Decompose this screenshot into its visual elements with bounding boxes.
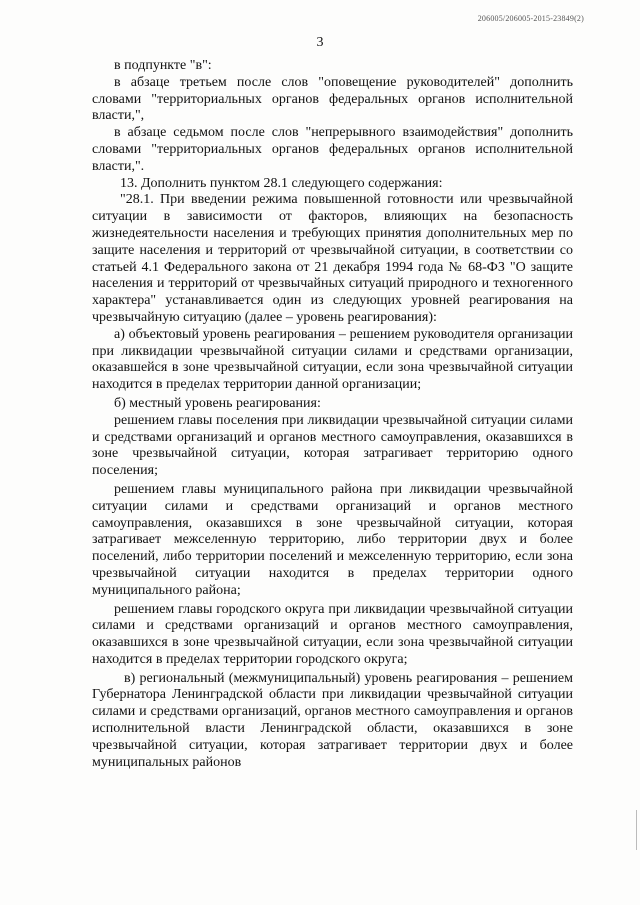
paragraph: решением главы поселения при ликвидации чрезвычайной ситуации силами и средствами организаций и органов местного самоуправления, оказавшихся в зоне чрезвычайной ситуации, которая затрагивает территорию одного поселения;	[92, 412, 573, 479]
document-body	[92, 58, 573, 771]
paragraph: "28.1. При введении режима повышенной готовности или чрезвычайной ситуации в зависимости от факторов, влияющих на безопасность жизнедеятельности населения и требующих принятия дополнительных мер по защите населения и территорий от чрезвычайной ситуации, в соответствии со статьей 4.1 Федерального закона от 21 декабря 1994 года № 68-ФЗ "О защите населения и территорий от чрезвычайных ситуаций природного и техногенного характера" устанавливается один из следующих уровней реагирования на чрезвычайную ситуацию (далее – уровень реагирования):	[92, 192, 573, 325]
scan-edge-mark	[636, 810, 637, 850]
paragraph: а) объектовый уровень реагирования – решением руководителя организации при ликвидации чрезвычайной ситуации силами и средствами организации, оказавшейся в зоне чрезвычайной ситуации, если зона чрезвычайной ситуации находится в пределах территории данной организации;	[92, 326, 573, 393]
paragraph: б) местный уровень реагирования:	[114, 395, 321, 411]
paragraph: в) региональный (межмуниципальный) уровень реагирования – решением Губернатора Ленинградской области при ликвидации чрезвычайной ситуации силами и средствами организаций, органов местного самоуправления и органов исполнительной власти Ленинградской области, оказавшихся в зоне чрезвычайной ситуации, которая затрагивает территории двух и более муниципальных районов	[92, 670, 573, 770]
document-stamp: 206005/206005-2015-23849(2)	[477, 14, 584, 23]
paragraph: 13. Дополнить пунктом 28.1 следующего содержания:	[120, 175, 443, 191]
page-number: 3	[316, 35, 324, 50]
paragraph: в подпункте "в":	[114, 58, 212, 73]
paragraph: решением главы муниципального района при ликвидации чрезвычайной ситуации силами и средствами организаций и органов местного самоуправления, оказавшихся в зоне чрезвычайной ситуации, которая затрагивает межселенную территорию, либо территории двух и более поселений, либо территории поселений и межселенную территорию, если зона чрезвычайной ситуации находится в пределах территории одного муниципального района;	[92, 481, 573, 598]
paragraph: решением главы городского округа при ликвидации чрезвычайной ситуации силами и средствами организаций и органов местного самоуправления, оказавшихся в зоне чрезвычайной ситуации, если зона чрезвычайной ситуации находится в пределах территории городского округа;	[92, 601, 573, 667]
paragraph: в абзаце третьем после слов "оповещение руководителей" дополнить словами "территориальных органов федеральных органов исполнительной власти,",	[92, 74, 573, 124]
paragraph: в абзаце седьмом после слов "непрерывного взаимодействия" дополнить словами "территориальных органов федеральных органов исполнительной власти,".	[92, 125, 573, 174]
